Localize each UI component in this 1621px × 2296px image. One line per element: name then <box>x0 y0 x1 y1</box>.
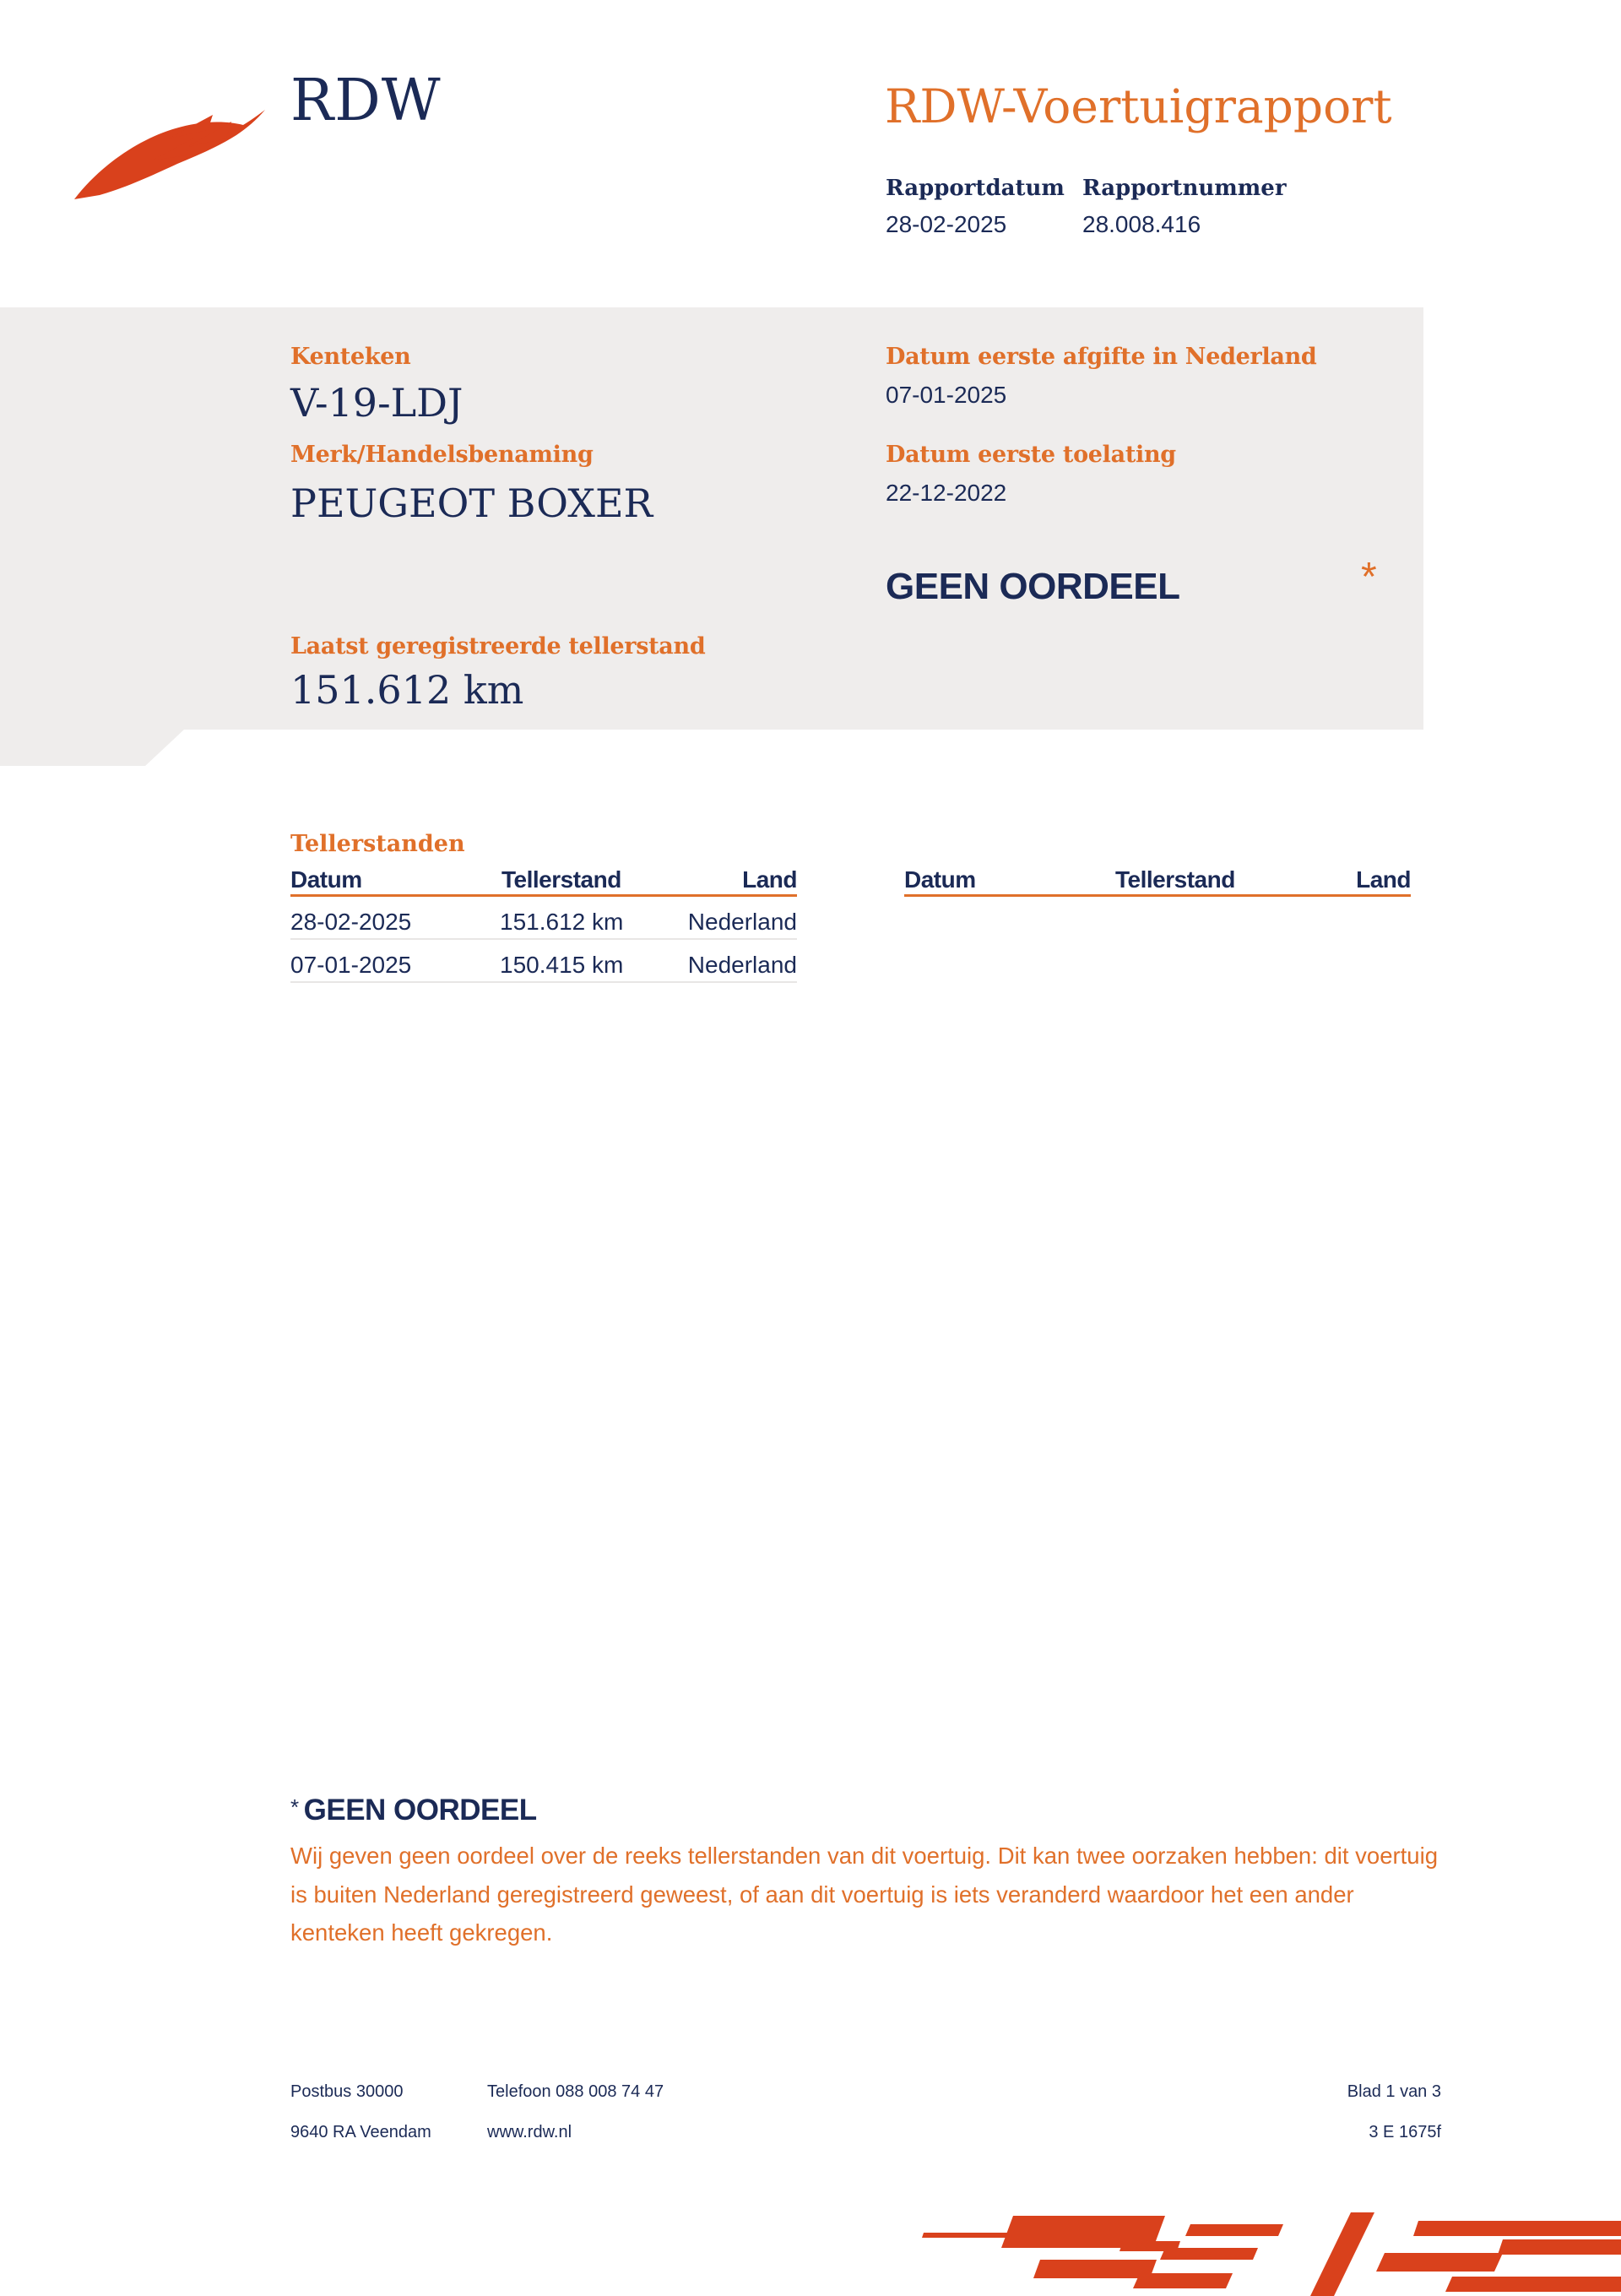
report-date: 28-02-2025 <box>886 211 1007 237</box>
first-issue-nl-value: 07-01-2025 <box>886 382 1007 408</box>
row-reading: 151.612 km <box>500 909 624 935</box>
odometer-table-left <box>290 865 797 983</box>
footnote-title <box>290 1794 537 1827</box>
make-value: PEUGEOT BOXER <box>290 480 653 526</box>
verdict-marker: * <box>1361 555 1377 600</box>
column-header-reading: Tellerstand <box>501 866 621 893</box>
odometer-title: Tellerstanden <box>290 831 465 857</box>
table-row <box>290 897 797 940</box>
brand-name: RDW <box>290 68 442 134</box>
footer-code: 3 E 1675f <box>1369 2123 1441 2141</box>
first-issue-nl-label: Datum eerste afgifte in Nederland <box>886 344 1317 370</box>
row-reading: 150.415 km <box>500 952 624 978</box>
table-row <box>290 940 797 983</box>
table-header <box>904 865 1411 897</box>
column-header-date: Datum <box>904 866 976 893</box>
footer-website: www.rdw.nl <box>487 2123 572 2141</box>
column-header-country: Land <box>1356 866 1411 893</box>
table-header <box>290 865 797 897</box>
rdw-wing-logo-icon <box>74 100 265 204</box>
rdw-stripes-graphic-icon <box>912 2204 1621 2296</box>
make-label: Merk/Handelsbenaming <box>290 442 594 468</box>
last-odometer-label: Laatst geregistreerde tellerstand <box>290 633 706 659</box>
footnote-title-text: GEEN OORDEEL <box>303 1794 537 1826</box>
column-header-date: Datum <box>290 866 362 893</box>
verdict: GEEN OORDEEL <box>886 566 1180 607</box>
footnote-marker: * <box>290 1794 299 1820</box>
column-header-country: Land <box>742 866 797 893</box>
summary-panel <box>0 307 1423 766</box>
row-date: 07-01-2025 <box>290 952 412 978</box>
last-odometer-value: 151.612 km <box>290 667 524 713</box>
odometer-table-right <box>904 865 1411 897</box>
report-title: RDW-Voertuigrapport <box>885 79 1392 133</box>
plate-value: V-19-LDJ <box>290 380 464 426</box>
footer-city: 9640 RA Veendam <box>290 2123 431 2141</box>
column-header-reading: Tellerstand <box>1115 866 1235 893</box>
row-country: Nederland <box>687 952 797 978</box>
plate-label: Kenteken <box>290 344 411 370</box>
footer-phone: Telefoon 088 008 74 47 <box>487 2082 664 2101</box>
first-admission-label: Datum eerste toelating <box>886 442 1176 468</box>
report-number-label: Rapportnummer <box>1082 176 1287 201</box>
report-date-label: Rapportdatum <box>886 176 1065 201</box>
row-country: Nederland <box>687 909 797 935</box>
footer-po-box: Postbus 30000 <box>290 2082 404 2101</box>
footnote-text: Wij geven geen oordeel over de reeks tellerstanden van dit voertuig. Dit kan twee oorzaken hebben: dit voertuig is buiten Nederland geregistreerd geweest, of aan dit voertuig is iets veranderd waardoor het een ander kenteken heeft gekregen. <box>290 1843 1439 1946</box>
row-date: 28-02-2025 <box>290 909 412 935</box>
footer-page: Blad 1 van 3 <box>1347 2082 1441 2101</box>
first-admission-value: 22-12-2022 <box>886 480 1007 506</box>
report-number: 28.008.416 <box>1082 211 1201 237</box>
